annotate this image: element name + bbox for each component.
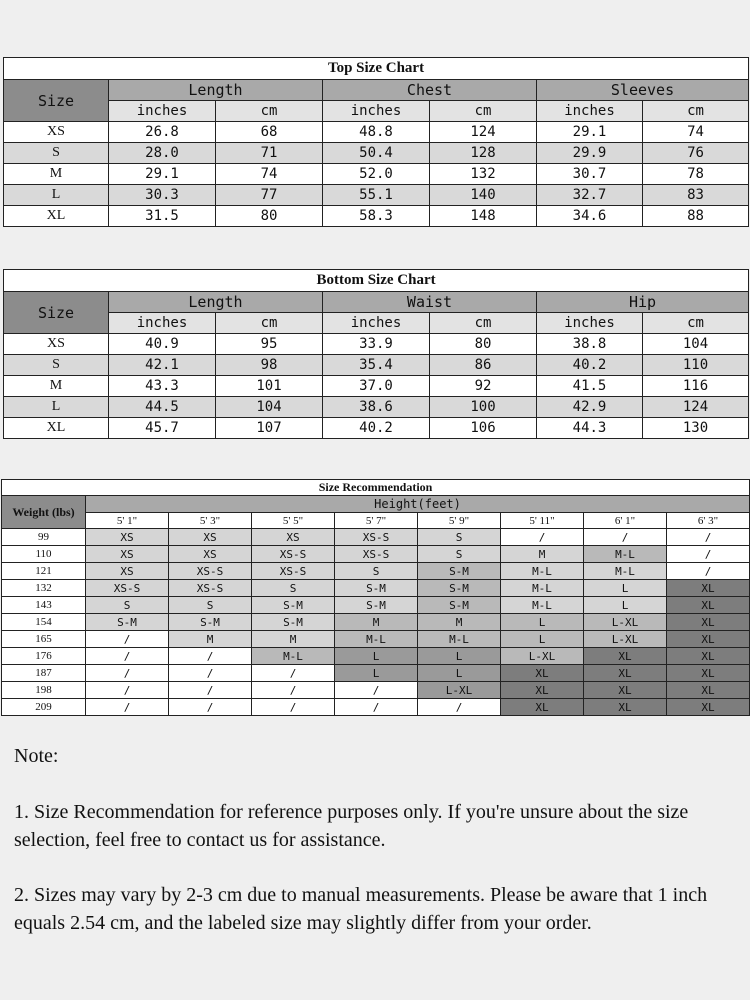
size-recommendation-cell: S — [418, 546, 501, 563]
size-recommendation-cell: XL — [501, 682, 584, 699]
size-recommendation-cell: L — [501, 614, 584, 631]
size-recommendation-cell: S — [169, 597, 252, 614]
size-recommendation-cell: S-M — [418, 597, 501, 614]
size-recommendation-cell: / — [667, 563, 750, 580]
bottom-chart-title: Bottom Size Chart — [4, 270, 749, 292]
size-recommendation-cell: XS-S — [169, 563, 252, 580]
size-label: XS — [4, 122, 109, 143]
table-row — [4, 164, 749, 185]
length-header: Length — [109, 80, 323, 101]
unit-header: inches — [537, 313, 643, 334]
size-recommendation-cell: M-L — [501, 597, 584, 614]
table-row — [2, 614, 750, 631]
table-row — [4, 418, 749, 439]
measurement-cell: 40.2 — [537, 355, 643, 376]
measurement-cell: 107 — [216, 418, 323, 439]
measurement-cell: 44.3 — [537, 418, 643, 439]
size-recommendation-cell: S-M — [86, 614, 169, 631]
size-recommendation-cell: L — [584, 597, 667, 614]
size-recommendation-cell: XL — [501, 699, 584, 716]
measurement-cell: 100 — [430, 397, 537, 418]
unit-header: cm — [430, 101, 537, 122]
table-row — [4, 122, 749, 143]
size-label: L — [4, 185, 109, 206]
size-recommendation-cell: / — [169, 699, 252, 716]
unit-header: cm — [430, 313, 537, 334]
measurement-cell: 68 — [216, 122, 323, 143]
unit-header: inches — [109, 313, 216, 334]
size-label: L — [4, 397, 109, 418]
top-size-chart — [3, 57, 749, 227]
measurement-cell: 104 — [216, 397, 323, 418]
measurement-cell: 43.3 — [109, 376, 216, 397]
table-row — [2, 580, 750, 597]
bottom-chart-body — [4, 334, 749, 439]
size-recommendation-cell: XS-S — [169, 580, 252, 597]
size-recommendation-cell: XL — [667, 665, 750, 682]
unit-header: inches — [109, 101, 216, 122]
size-recommendation-cell: S — [335, 563, 418, 580]
size-recommendation-cell: / — [169, 648, 252, 665]
unit-header: cm — [216, 101, 323, 122]
measurement-cell: 78 — [643, 164, 749, 185]
measurement-cell: 74 — [643, 122, 749, 143]
size-recommendation-cell: M-L — [501, 580, 584, 597]
table-row — [4, 355, 749, 376]
size-recommendation-cell: S-M — [335, 580, 418, 597]
size-header: Size — [4, 292, 109, 334]
measurement-cell: 92 — [430, 376, 537, 397]
size-label: S — [4, 355, 109, 376]
measurement-cell: 128 — [430, 143, 537, 164]
measurement-cell: 104 — [643, 334, 749, 355]
measurement-cell: 124 — [643, 397, 749, 418]
size-recommendation-cell: L-XL — [501, 648, 584, 665]
weight-label: 209 — [2, 699, 86, 716]
size-recommendation-cell: M — [418, 614, 501, 631]
recommendation-title: Size Recommendation — [2, 480, 750, 496]
measurement-cell: 35.4 — [323, 355, 430, 376]
height-label: 5' 9" — [418, 513, 501, 529]
weight-label: 165 — [2, 631, 86, 648]
measurement-cell: 42.9 — [537, 397, 643, 418]
height-header: Height(feet) — [86, 496, 750, 513]
waist-header: Waist — [323, 292, 537, 313]
measurement-cell: 124 — [430, 122, 537, 143]
measurement-cell: 29.1 — [109, 164, 216, 185]
measurement-cell: 140 — [430, 185, 537, 206]
size-recommendation-cell: XS — [169, 529, 252, 546]
size-recommendation-cell: XL — [667, 597, 750, 614]
size-recommendation-cell: / — [335, 682, 418, 699]
size-recommendation-cell: / — [584, 529, 667, 546]
measurement-cell: 88 — [643, 206, 749, 227]
size-recommendation-cell: S-M — [335, 597, 418, 614]
measurement-cell: 34.6 — [537, 206, 643, 227]
table-row — [2, 665, 750, 682]
measurement-cell: 29.1 — [537, 122, 643, 143]
size-recommendation-cell: XL — [584, 665, 667, 682]
measurement-cell: 52.0 — [323, 164, 430, 185]
size-recommendation-cell: / — [418, 699, 501, 716]
size-label: S — [4, 143, 109, 164]
measurement-cell: 77 — [216, 185, 323, 206]
measurement-cell: 38.6 — [323, 397, 430, 418]
measurement-cell: 48.8 — [323, 122, 430, 143]
weight-header: Weight (lbs) — [2, 496, 86, 529]
measurement-cell: 71 — [216, 143, 323, 164]
height-values-row — [2, 513, 750, 529]
size-recommendation-cell: M-L — [584, 546, 667, 563]
unit-header: cm — [216, 313, 323, 334]
weight-label: 176 — [2, 648, 86, 665]
size-recommendation-cell: L — [584, 580, 667, 597]
measurement-cell: 29.9 — [537, 143, 643, 164]
table-row — [4, 143, 749, 164]
table-row — [4, 206, 749, 227]
size-recommendation-cell: L — [418, 665, 501, 682]
weight-label: 132 — [2, 580, 86, 597]
unit-header: cm — [643, 101, 749, 122]
table-row — [2, 546, 750, 563]
size-recommendation-cell: L — [501, 631, 584, 648]
measurement-cell: 58.3 — [323, 206, 430, 227]
height-label: 6' 3" — [667, 513, 750, 529]
measurement-cell: 30.7 — [537, 164, 643, 185]
size-recommendation-cell: M-L — [584, 563, 667, 580]
table-row — [2, 699, 750, 716]
height-label: 5' 1" — [86, 513, 169, 529]
size-recommendation-cell: XL — [584, 682, 667, 699]
height-label: 5' 5" — [252, 513, 335, 529]
size-recommendation-cell: XS-S — [335, 529, 418, 546]
table-row — [2, 631, 750, 648]
measurement-cell: 42.1 — [109, 355, 216, 376]
size-recommendation-table — [1, 479, 750, 716]
size-header: Size — [4, 80, 109, 122]
size-recommendation-cell: S-M — [252, 614, 335, 631]
size-recommendation-cell: XL — [667, 614, 750, 631]
measurement-cell: 86 — [430, 355, 537, 376]
table-row — [4, 185, 749, 206]
measurement-cell: 101 — [216, 376, 323, 397]
size-label: XL — [4, 206, 109, 227]
measurement-cell: 130 — [643, 418, 749, 439]
size-recommendation-cell: / — [86, 682, 169, 699]
weight-label: 121 — [2, 563, 86, 580]
table-row — [4, 334, 749, 355]
size-recommendation-cell: / — [667, 546, 750, 563]
measurement-cell: 44.5 — [109, 397, 216, 418]
size-recommendation-cell: XL — [501, 665, 584, 682]
size-recommendation-cell: L — [335, 665, 418, 682]
measurement-cell: 80 — [430, 334, 537, 355]
top-chart-title: Top Size Chart — [4, 58, 749, 80]
measurement-cell: 83 — [643, 185, 749, 206]
size-recommendation-cell: XL — [584, 648, 667, 665]
size-recommendation-cell: S-M — [418, 563, 501, 580]
size-recommendation-cell: M — [252, 631, 335, 648]
height-label: 5' 7" — [335, 513, 418, 529]
weight-label: 143 — [2, 597, 86, 614]
measurement-cell: 31.5 — [109, 206, 216, 227]
size-recommendation-cell: XS — [86, 546, 169, 563]
size-recommendation-cell: S-M — [252, 597, 335, 614]
recommendation-body — [2, 529, 750, 716]
measurement-cell: 55.1 — [323, 185, 430, 206]
size-recommendation-cell: L — [418, 648, 501, 665]
measurement-cell: 26.8 — [109, 122, 216, 143]
measurement-cell: 45.7 — [109, 418, 216, 439]
size-recommendation-cell: M-L — [501, 563, 584, 580]
size-recommendation-cell: / — [86, 648, 169, 665]
notes-section — [14, 742, 742, 937]
top-chart-body — [4, 122, 749, 227]
measurement-cell: 74 — [216, 164, 323, 185]
size-recommendation-cell: S — [418, 529, 501, 546]
size-recommendation-cell: M — [169, 631, 252, 648]
size-recommendation-cell: XS — [86, 563, 169, 580]
size-recommendation-cell: / — [169, 682, 252, 699]
size-recommendation-cell: L-XL — [584, 631, 667, 648]
size-recommendation-cell: L-XL — [418, 682, 501, 699]
size-recommendation-cell: XS — [252, 529, 335, 546]
size-recommendation-cell: XS-S — [335, 546, 418, 563]
table-row — [2, 529, 750, 546]
size-recommendation-cell: / — [501, 529, 584, 546]
size-recommendation-cell: L — [335, 648, 418, 665]
size-recommendation-cell: XS-S — [86, 580, 169, 597]
note-item: 2. Sizes may vary by 2-3 cm due to manual measurements. Please be aware that 1 inch equals 2.54 cm, and the labeled size may slightly differ from your order. — [14, 884, 708, 934]
size-recommendation-cell: XL — [584, 699, 667, 716]
measurement-cell: 50.4 — [323, 143, 430, 164]
height-label: 5' 11" — [501, 513, 584, 529]
weight-label: 110 — [2, 546, 86, 563]
size-recommendation-cell: XS-S — [252, 546, 335, 563]
size-recommendation-cell: S-M — [169, 614, 252, 631]
size-recommendation-cell: M — [335, 614, 418, 631]
size-recommendation-cell: M-L — [418, 631, 501, 648]
table-row — [2, 648, 750, 665]
measurement-cell: 148 — [430, 206, 537, 227]
size-recommendation-cell: / — [667, 529, 750, 546]
size-recommendation-cell: / — [252, 682, 335, 699]
measurement-cell: 116 — [643, 376, 749, 397]
unit-header: inches — [323, 313, 430, 334]
size-recommendation-cell: S — [252, 580, 335, 597]
size-recommendation-cell: / — [252, 699, 335, 716]
size-label: M — [4, 376, 109, 397]
weight-label: 187 — [2, 665, 86, 682]
unit-header: cm — [643, 313, 749, 334]
measurement-cell: 37.0 — [323, 376, 430, 397]
table-row — [2, 682, 750, 699]
table-row — [4, 397, 749, 418]
size-recommendation-cell: / — [86, 665, 169, 682]
measurement-cell: 110 — [643, 355, 749, 376]
measurement-cell: 98 — [216, 355, 323, 376]
weight-label: 198 — [2, 682, 86, 699]
size-recommendation-cell: / — [169, 665, 252, 682]
measurement-cell: 32.7 — [537, 185, 643, 206]
size-recommendation-cell: S — [86, 597, 169, 614]
size-recommendation-cell: XL — [667, 631, 750, 648]
size-label: M — [4, 164, 109, 185]
size-recommendation-cell: / — [252, 665, 335, 682]
measurement-cell: 40.2 — [323, 418, 430, 439]
notes-heading: Note: — [14, 745, 59, 767]
height-label: 6' 1" — [584, 513, 667, 529]
size-recommendation-cell: XS — [169, 546, 252, 563]
measurement-cell: 41.5 — [537, 376, 643, 397]
hip-header: Hip — [537, 292, 749, 313]
measurement-cell: 95 — [216, 334, 323, 355]
weight-label: 99 — [2, 529, 86, 546]
measurement-cell: 80 — [216, 206, 323, 227]
size-label: XL — [4, 418, 109, 439]
chest-header: Chest — [323, 80, 537, 101]
size-label: XS — [4, 334, 109, 355]
unit-header: inches — [323, 101, 430, 122]
weight-label: 154 — [2, 614, 86, 631]
note-item: 1. Size Recommendation for reference purposes only. If you're unsure about the size selection, feel free to contact us for assistance. — [14, 801, 689, 851]
size-recommendation-cell: / — [86, 631, 169, 648]
size-recommendation-cell: XS — [86, 529, 169, 546]
table-row — [4, 376, 749, 397]
measurement-cell: 106 — [430, 418, 537, 439]
size-recommendation-cell: M-L — [335, 631, 418, 648]
table-row — [2, 597, 750, 614]
bottom-size-chart — [3, 269, 749, 439]
size-recommendation-cell: XL — [667, 648, 750, 665]
size-recommendation-cell: XL — [667, 580, 750, 597]
size-recommendation-cell: / — [86, 699, 169, 716]
size-recommendation-cell: XS-S — [252, 563, 335, 580]
table-row — [2, 563, 750, 580]
size-recommendation-cell: / — [335, 699, 418, 716]
measurement-cell: 30.3 — [109, 185, 216, 206]
height-label: 5' 3" — [169, 513, 252, 529]
measurement-cell: 38.8 — [537, 334, 643, 355]
size-recommendation-cell: XL — [667, 682, 750, 699]
measurement-cell: 28.0 — [109, 143, 216, 164]
size-recommendation-cell: S-M — [418, 580, 501, 597]
unit-header: inches — [537, 101, 643, 122]
measurement-cell: 33.9 — [323, 334, 430, 355]
measurement-cell: 132 — [430, 164, 537, 185]
size-recommendation-cell: M-L — [252, 648, 335, 665]
sleeves-header: Sleeves — [537, 80, 749, 101]
measurement-cell: 40.9 — [109, 334, 216, 355]
measurement-cell: 76 — [643, 143, 749, 164]
size-recommendation-cell: XL — [667, 699, 750, 716]
size-recommendation-cell: L-XL — [584, 614, 667, 631]
length-header: Length — [109, 292, 323, 313]
size-recommendation-cell: M — [501, 546, 584, 563]
